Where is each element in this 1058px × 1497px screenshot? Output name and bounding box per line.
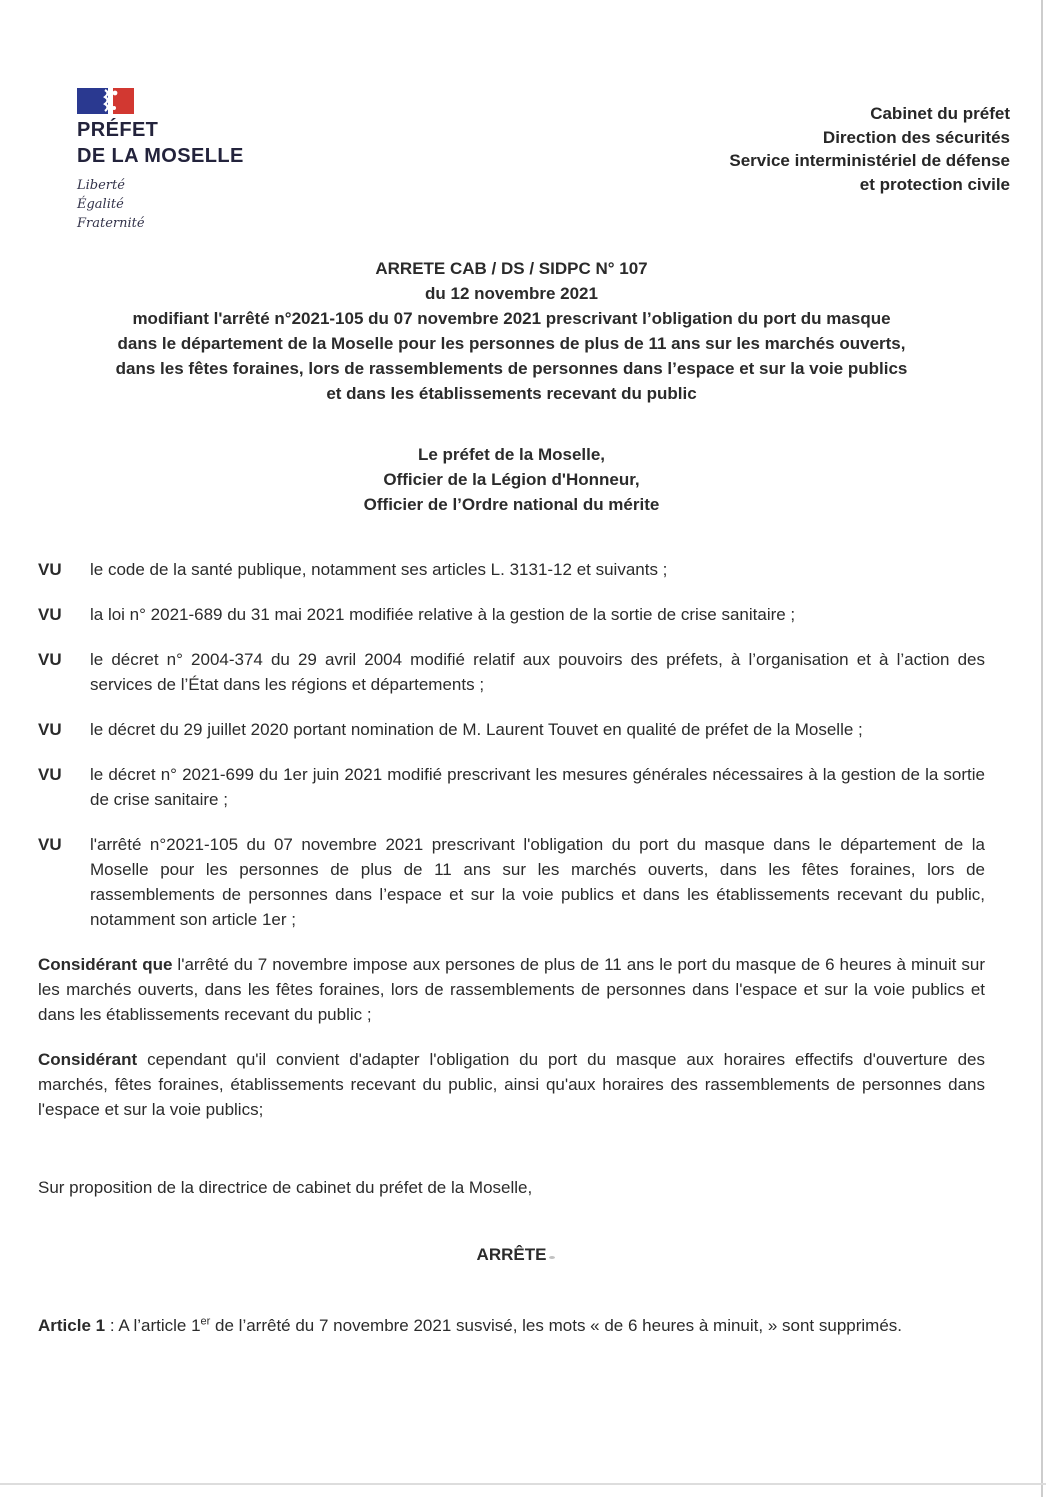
vu-text: le décret du 29 juillet 2020 portant nomination de M. Laurent Touvet en qualité de préfet de la Moselle ; [90, 720, 863, 739]
document-title [38, 256, 985, 406]
office-line-4: et protection civile [859, 174, 1010, 194]
motto-liberte: Liberté [77, 178, 125, 193]
title-line-6: et dans les établissements recevant du public [326, 384, 697, 403]
office-line-3: Service interministériel de défense [729, 151, 1010, 170]
scan-bottom-line [0, 1483, 1046, 1485]
title-line-5: dans les fêtes foraines, lors de rassemblements de personnes dans l’espace et sur la voie publics [115, 359, 908, 378]
vu-text: le décret n° 2021-699 du 1er juin 2021 modifié prescrivant les mesures générales nécessaires à la gestion de la sortie de crise sanitaire ; [90, 765, 985, 809]
considerant-1 [38, 952, 985, 1027]
motto-fraternite: Fraternité [77, 216, 145, 231]
logo-title-line1: PRÉFET [77, 119, 159, 141]
considerant-2 [38, 1047, 985, 1122]
vu-label: VU [38, 720, 62, 739]
vu-label: VU [38, 605, 62, 624]
salutation-line-1: Le préfet de la Moselle, [417, 445, 606, 464]
office-line-1: Cabinet du préfet [870, 104, 1010, 123]
article-1-sup: er [200, 1315, 211, 1328]
arrete-heading: ARRÊTE [476, 1245, 547, 1264]
document-body [38, 256, 985, 1338]
vu-label: VU [38, 560, 62, 579]
vu-text: la loi n° 2021-689 du 31 mai 2021 modifiée relative à la gestion de la sortie de crise sanitaire ; [90, 605, 796, 624]
vu-text: le décret n° 2004-374 du 29 avril 2004 modifié relatif aux pouvoirs des préfets, à l’organisation et à l’action des services de l’État dans les régions et départements ; [90, 650, 985, 694]
article-1-label: Article 1 [38, 1316, 106, 1335]
vu-list [38, 557, 985, 932]
prefect-titles [38, 442, 985, 517]
considerant-1-text: l'arrêté du 7 novembre impose aux persones de plus de 11 ans le port du masque de 6 heures à minuit sur les marchés ouverts, dans les fêtes foraines, lors de rassemblements de personnes dans l'espace et sur la voie publics et dans les établissements recevant du public ; [38, 955, 985, 1024]
considerant-2-text: cependant qu'il convient d'adapter l'obligation du port du masque aux horaires effectifs d'ouverture des marchés, fêtes foraines, établissements recevant du public, ainsi qu'aux horaires des rassemblements de personnes dans l'espace et sur la voie publics; [38, 1050, 985, 1119]
issuing-office-block [729, 102, 1010, 196]
article-1-text-before: : A l’article 1 [105, 1316, 201, 1335]
vu-item [38, 762, 985, 812]
vu-label: VU [38, 835, 62, 854]
article-1 [38, 1313, 985, 1338]
vu-label: VU [38, 650, 62, 669]
title-line-1: ARRETE CAB / DS / SIDPC N° 107 [375, 259, 648, 278]
proposition-line: Sur proposition de la directrice de cabinet du préfet de la Moselle, [38, 1178, 533, 1197]
considerant-2-lead: Considérant [38, 1050, 138, 1069]
vu-item [38, 717, 985, 742]
logo-title-line2: DE LA MOSELLE [77, 145, 244, 167]
motto-egalite: Égalité [77, 197, 124, 212]
vu-text: le code de la santé publique, notamment ses articles L. 3131-12 et suivants ; [90, 560, 668, 579]
office-line-2: Direction des sécurités [822, 127, 1010, 147]
article-1-text-after: de l’arrêté du 7 novembre 2021 susvisé, les mots « de 6 heures à minuit, » sont supprimés. [210, 1316, 903, 1335]
title-line-2: du 12 novembre 2021 [425, 284, 598, 303]
salutation-line-2: Officier de la Légion d'Honneur, [383, 470, 640, 489]
considerant-1-lead: Considérant que [38, 955, 173, 974]
title-line-4: dans le département de la Moselle pour les personnes de plus de 11 ans sur les marchés ouverts, [117, 334, 906, 353]
vu-item [38, 647, 985, 697]
title-line-3: modifiant l'arrêté n°2021-105 du 07 novembre 2021 prescrivant l’obligation du port du masque [132, 309, 891, 328]
salutation-line-3: Officier de l’Ordre national du mérite [363, 495, 660, 514]
prefecture-logo [77, 88, 244, 233]
logo-motto [77, 176, 244, 233]
vu-label: VU [38, 765, 62, 784]
scan-edge-line [1041, 0, 1043, 1497]
vu-item [38, 557, 985, 582]
vu-item [38, 832, 985, 932]
marianne-flag-icon [77, 88, 134, 114]
vu-item [38, 602, 985, 627]
vu-text: l'arrêté n°2021-105 du 07 novembre 2021 prescrivant l'obligation du port du masque dans le département de la Moselle pour les personnes de plus de 11 ans sur les marchés ouverts, dans les fêtes foraines, lors de rassemblements de personnes dans l’espace et sur la voie publics et dans les établissements recevant du public, notamment son article 1er ; [90, 835, 985, 929]
